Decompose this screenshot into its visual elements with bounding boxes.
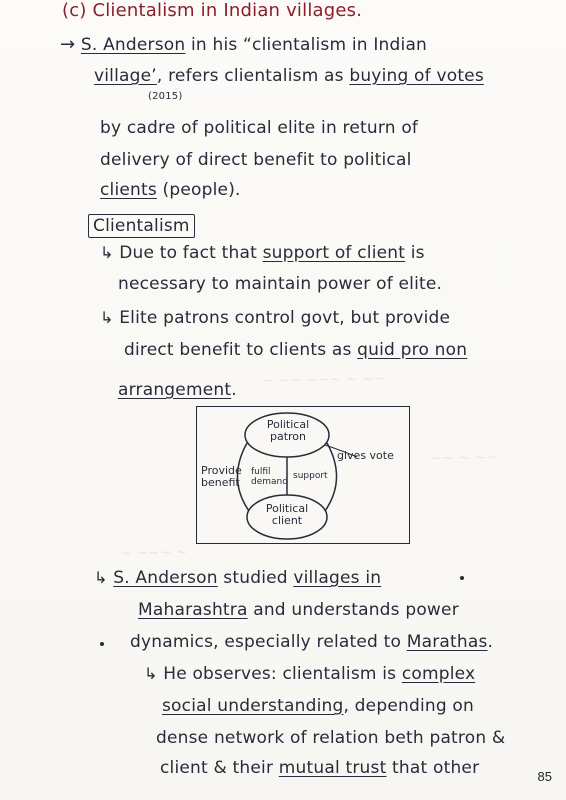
text-line: by cadre of political elite in return of: [100, 118, 419, 138]
text-line: delivery of direct benefit to political: [100, 150, 412, 170]
text-span: is: [405, 243, 425, 263]
text-span: , depending on: [343, 696, 475, 716]
text-span: in his “clientalism in Indian: [185, 35, 428, 55]
key-term: Maharashtra: [138, 600, 248, 620]
text-span: .: [487, 632, 494, 652]
text-span: and understands power: [247, 600, 459, 620]
key-term: mutual trust: [278, 758, 387, 778]
year-note: (2015): [148, 91, 183, 102]
bullet-line: [100, 243, 425, 263]
page-number: 85: [537, 769, 552, 784]
key-term: support of client: [262, 243, 406, 263]
bullet-arrow-icon: ↳: [94, 568, 108, 587]
text-line: [124, 340, 467, 360]
text-span: Elite patrons control govt, but provide: [113, 308, 451, 328]
patron-client-diagram: [196, 406, 410, 544]
bullet-line: [100, 308, 450, 328]
political-client-node: Political client: [265, 502, 309, 527]
support-label: support: [293, 471, 328, 481]
ink-dot: [460, 576, 464, 580]
text-span: studied: [217, 568, 294, 588]
text-line: [162, 696, 474, 716]
key-term: quid pro non: [357, 340, 468, 360]
ink-dot: [100, 642, 104, 646]
key-term: arrangement: [118, 380, 232, 400]
bullet-line: [94, 568, 381, 588]
text-span: , refers clientalism as: [156, 66, 350, 86]
book-title: village’: [94, 66, 157, 86]
text-span: dynamics, especially related to: [130, 632, 407, 652]
text-line: [118, 380, 237, 400]
bullet-line: [144, 664, 475, 684]
text-line: [138, 600, 459, 620]
key-term: social understanding: [162, 696, 344, 716]
text-span: Due to fact that: [113, 243, 263, 263]
text-line: dense network of relation beth patron &: [156, 728, 506, 748]
key-term: complex: [401, 664, 476, 684]
key-term: clients: [100, 180, 157, 200]
text-span: (people).: [156, 180, 241, 200]
section-heading: (c) Clientalism in Indian villages.: [62, 0, 363, 21]
text-span: that other: [386, 758, 480, 778]
key-term: Marathas: [406, 632, 488, 652]
text-span: direct benefit to clients as: [124, 340, 358, 360]
label-box: Clientalism: [88, 214, 195, 238]
fulfil-demand-label: fulfil demand: [251, 467, 288, 487]
key-term: buying of votes: [349, 66, 484, 86]
author-name: S. Anderson: [80, 35, 186, 55]
text-line: necessary to maintain power of elite.: [118, 274, 443, 294]
key-term: villages in: [293, 568, 382, 588]
bullet-arrow-icon: ↳: [144, 664, 158, 683]
author-name: S. Anderson: [113, 568, 218, 588]
text-span: He observes: clientalism is: [157, 664, 402, 684]
political-patron-node: Political patron: [266, 418, 310, 443]
text-line: [60, 34, 427, 55]
bleed-through-text: ~ ~~~ ~: [119, 544, 188, 562]
text-span: client & their: [160, 758, 279, 778]
bleed-through-text: ~ ~~ ~~~ ~ ~~: [261, 370, 386, 390]
text-line: [94, 66, 484, 86]
text-line: [100, 180, 241, 200]
bullet-arrow-icon: ↳: [100, 243, 114, 262]
gives-vote-label: gives vote: [337, 449, 394, 462]
arrow-icon: →: [60, 34, 76, 55]
text-line: [160, 758, 479, 778]
text-span: .: [231, 380, 237, 400]
bullet-arrow-icon: ↳: [100, 308, 114, 327]
boxed-label: [88, 214, 195, 238]
provide-benefit-label: Provide benefit: [201, 464, 242, 489]
bleed-through-text: ~~ ~ ~~: [429, 449, 498, 467]
text-line: [130, 632, 493, 652]
